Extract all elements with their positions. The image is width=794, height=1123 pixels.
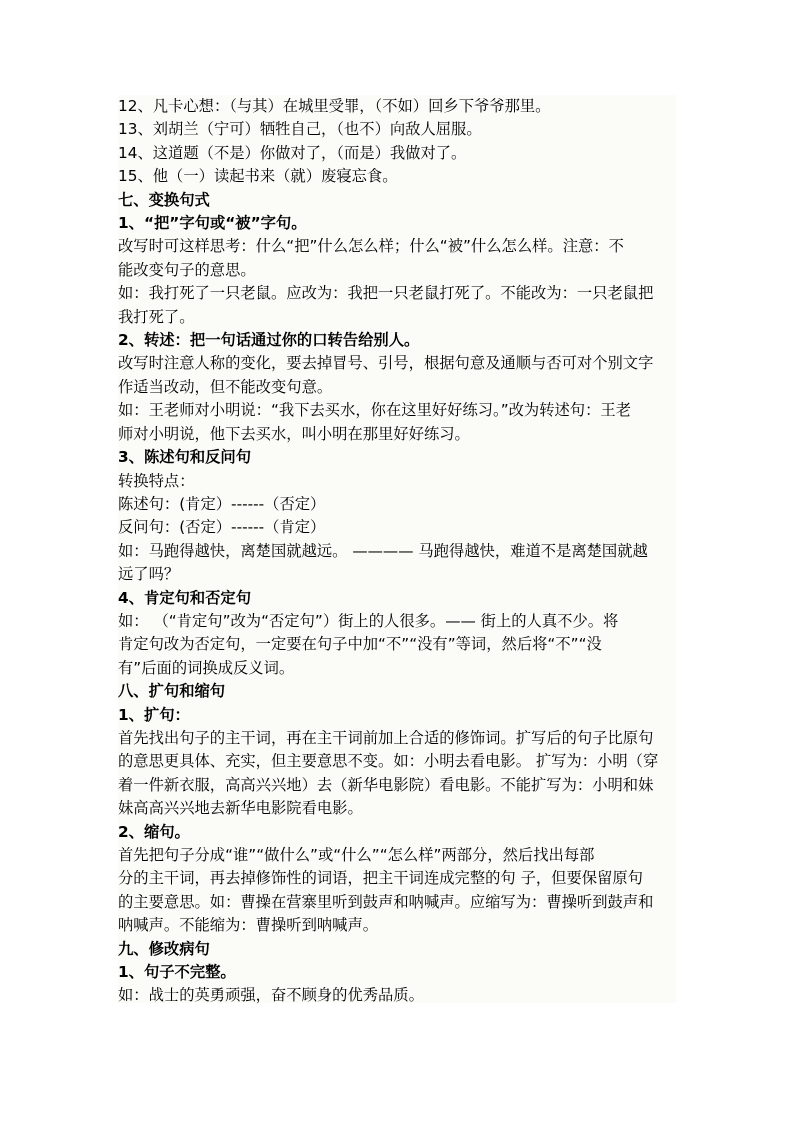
text-line: 肯定句改为否定句，一定要在句子中加“不”“没有”等词，然后将“不”“没	[118, 635, 602, 654]
text-line: 改写时可这样思考：什么“把”什么怎么样；什么“被”什么怎么样。注意：不	[118, 237, 624, 256]
section-heading: 2、缩句。	[118, 822, 190, 841]
section-heading: 1、句子不完整。	[118, 963, 236, 982]
text-line: 如：马跑得越快，离楚国就越远。 ———— 马跑得越快，难道不是离楚国就越	[118, 541, 648, 560]
text-line: 远了吗？	[118, 565, 180, 584]
text-line: 分的主干词，再去掉修饰性的词语，把主干词连成完整的句 子，但要保留原句	[118, 869, 643, 888]
section-heading: 3、陈述句和反问句	[118, 448, 252, 467]
text-line: 作适当改动，但不能改变句意。	[118, 377, 333, 396]
text-line: 着一件新衣服，高高兴兴地）去（新华电影院）看电影。不能扩写为：小明和妹	[118, 775, 654, 794]
text-line: 首先找出句子的主干词，再在主干词前加上合适的修饰词。扩写后的句子比原句	[118, 728, 654, 747]
text-line: 首先把句子分成“谁”“做什么”或“什么”“怎么样”两部分，然后找出每部	[118, 846, 595, 864]
section-heading: 1、“把”字句或“被”字句。	[118, 214, 307, 233]
text-line: 反问句：(否定）------（肯定）	[118, 518, 326, 537]
text-line: 改写时注意人称的变化，要去掉冒号、引号，根据句意及通顺与否可对个别文字	[118, 354, 654, 373]
text-line: 15、他（一）读起书来（就）废寝忘食。	[118, 167, 398, 186]
text-line: 师对小明说，他下去买水，叫小明在那里好好练习。	[118, 424, 470, 443]
document-text-block	[118, 95, 676, 1003]
text-line: 我打死了。	[118, 307, 195, 326]
text-line: 呐喊声。不能缩为：曹操听到呐喊声。	[118, 916, 379, 935]
section-heading: 八、扩句和缩句	[118, 682, 226, 701]
text-line: 能改变句子的意思。	[118, 260, 256, 279]
text-line: 如：我打死了一只老鼠。应改为：我把一只老鼠打死了。不能改为：一只老鼠把	[118, 284, 654, 303]
text-line: 14、这道题（不是）你做对了，（而是）我做对了。	[118, 143, 467, 162]
text-line: 12、凡卡心想：（与其）在城里受罪，（不如）回乡下爷爷那里。	[118, 97, 551, 115]
text-line: 如：战士的英勇顽强，奋不顾身的优秀品质。	[118, 986, 424, 1005]
section-heading: 2、转述：把一句话通过你的口转告给别人。	[118, 331, 420, 350]
text-line: 的意思更具体、充实，但主要意思不变。如：小明去看电影。 扩写为：小明（穿	[118, 752, 659, 771]
text-line: 的主要意思。如：曹操在营寨里听到鼓声和呐喊声。应缩写为：曹操听到鼓声和	[118, 892, 654, 911]
text-line: 如：王老师对小明说：“我下去买水，你在这里好好练习。”改为转述句：王老	[118, 401, 631, 420]
section-heading: 4、肯定句和否定句	[118, 588, 252, 607]
text-line: 如： （“肯定句”改为“否定句”）街上的人很多。—— 街上的人真不少。将	[118, 611, 619, 630]
text-line: 有”后面的词换成反义词。	[118, 658, 295, 677]
text-line: 转换特点：	[118, 471, 195, 490]
text-line: 13、刘胡兰（宁可）牺牲自己，（也不）向敌人屈服。	[118, 120, 482, 139]
text-line: 妹高高兴兴地去新华电影院看电影。	[118, 799, 363, 818]
section-heading: 七、变换句式	[118, 190, 210, 209]
section-heading: 九、修改病句	[118, 939, 210, 958]
section-heading: 1、扩句：	[118, 705, 190, 724]
text-line: 陈述句：(肯定）------（否定）	[118, 494, 326, 513]
